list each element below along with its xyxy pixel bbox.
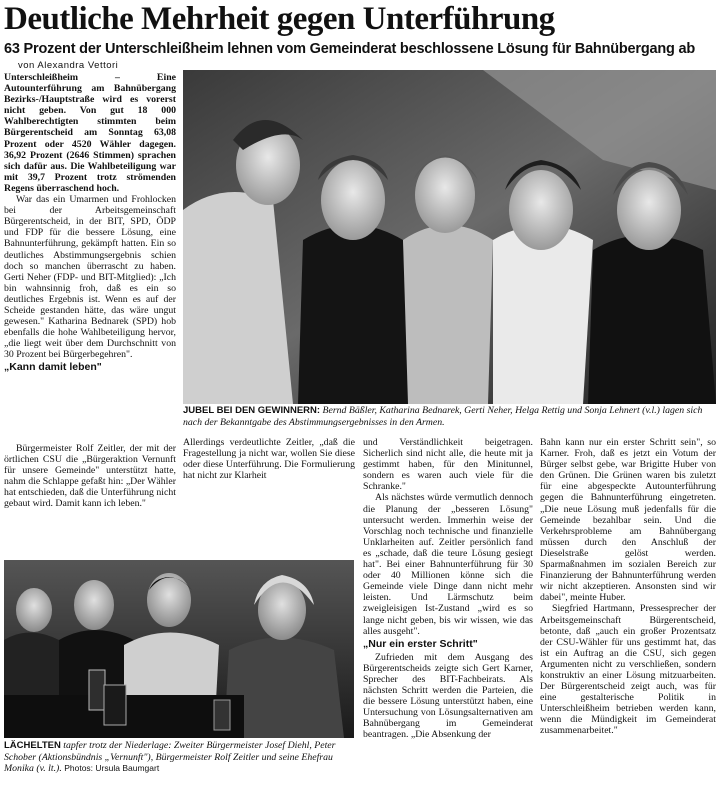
article-column-1	[4, 72, 176, 442]
body-paragraph: Allerdings verdeutlichte Zeitler, „daß die Fragestellung ja nicht war, wollen Sie diese oder diese Unterführung. Die Formulierung hat nicht zur Klarheit	[183, 437, 355, 482]
caption-text: Bernd Bäßler, Katharina Bednarek, Gerti Neher, Helga Rettig und Sonja Lehnert (v.l.) lagen sich nach der Bekanntgabe des Abstimmungsergebnisses in den Armen.	[183, 405, 703, 428]
article-column-3	[363, 437, 533, 782]
body-paragraph: und Verständlichkeit beigetragen. Sicherlich sind nicht alle, die heute mit ja gestimmt haben, für den Minitunnel, sondern es waren auch viele für die Schranke."	[363, 437, 533, 493]
body-paragraph: Als nächstes würde vermutlich dennoch die Planung der „besseren Lösung" untersucht werden. Immerhin weise der Vorschlag noch technische und finanzielle Unklarheiten auf. Zeitler persönlich fand es „schade, daß die teure Lösung gesiegt hat". Bei einer Bahnunterführung für 30 oder 40 Millionen könne sich die Gemeinde viele Dinge dann nicht mehr leisten. Und Lärmschutz beim zweigleisigen Ist-Zustand „wird es so lange nicht geben, bis wir wissen, wie das alles ausgeht".	[363, 492, 533, 637]
body-paragraph: Zufrieden mit dem Ausgang des Bürgerentscheids zeigte sich Gert Karner, Sprecher des BIT-Fachbeirats. Als nächsten Schritt werden die Parteien, die die bessere Lösung unterstützt haben, eine Untersuchung von Lösungsalternativen am Bahnübergang im Gemeinderat beantragen. „Die Absenkung der	[363, 651, 533, 741]
subheadline: 63 Prozent der Unterschleißheim lehnen vom Gemeinderat beschlossene Lösung für Bahnübergang ab	[4, 41, 696, 57]
body-paragraph: War das ein Umarmen und Frohlocken bei der Arbeitsgemeinschaft Bürgerentscheid, in der BIT, SPD, ÖDP und FDP für die bessere Lösung, eine Bahnunterführung, gekämpft hatten. Ein so deutliches Abstimmungsergebnis schien doch so manchen überrascht zu haben. Gerti Neher (FDP- und BIT-Mitglied): „Ich bin wahnsinnig froh, daß es ein so deutliches Ergebnis ist. Wenn es auf der Scheide gestanden hätte, das wäre ungut gewesen." Katharina Bednarek (SPD) hob ebenfalls die hohe Wahlbeteiligung hervor, „die liegt weit über dem Durchschnitt von 30 Prozent bei Bürgerbegehren".	[4, 194, 176, 361]
headline: Deutliche Mehrheit gegen Unterführung	[4, 1, 555, 37]
body-paragraph: Siegfried Hartmann, Pressesprecher der Arbeitsgemeinschaft Bürgerentscheid, betonte, daß „auch ein großer Prozentsatz der CSU-Wähler für uns gestimmt hat, das ist ein Auftrag an die CSU, sich gegen Argumenten nicht zu verschließen, sondern konstruktiv an einer Lösung mitzuarbeiten. Der Bürgerentscheid zeigt auch, was für eine gestalterische Politik in Unterschleißheim betrieben werden kann, wenn die Mündigkeit im Gemeinderat zusammenarbeitet."	[540, 603, 716, 737]
caption-text: tapfer trotz der Niederlage: Zweiter Bürgermeister Josef Diehl, Peter Schober (Aktionsbündnis „Vernunft"), Bürgermeister Rolf Zeitler und seine Ehefrau Monika (v. lt.).	[4, 740, 336, 774]
byline: von Alexandra Vettori	[18, 60, 119, 71]
photo-losers-caption	[4, 740, 354, 775]
caption-lead: LÄCHELTEN	[4, 740, 61, 751]
body-paragraph: Bürgermeister Rolf Zeitler, der mit der örtlichen CSU die „Bürgeraktion Vernunft für unsere Gemeinde" unterstützt hatte, nahm die Schlappe gefaßt hin: „Der Wähler hat entschieden, daß die Unterführung nicht gebaut wird. Damit kann ich leben."	[4, 443, 176, 510]
article-column-4	[540, 437, 716, 782]
lead-paragraph: Unterschleißheim – Eine Autounterführung am Bahnübergang Bezirks-/Hauptstraße wird es vorerst nicht geben. Von gut 18 000 Wahlberechtigten stimmten beim Bürgerentscheid am Sonntag 63,08 Prozent oder 4520 Wähler dagegen. 36,92 Prozent (2646 Stimmen) sprachen sich dafür aus. Die Wahlbeteiligung war mit 39,7 Prozent trotz strömenden Regens überraschend hoch.	[4, 72, 176, 194]
photo-winners-image	[183, 70, 716, 404]
subhead: „Kann damit leben"	[4, 361, 102, 374]
photo-winners	[183, 70, 716, 404]
caption-lead: JUBEL BEI DEN GEWINNERN:	[183, 405, 321, 416]
article-column-1-continued	[4, 443, 176, 533]
article-column-2	[183, 437, 355, 547]
photo-winners-caption	[183, 405, 716, 428]
photo-losers-image	[4, 560, 354, 738]
photo-losers	[4, 560, 354, 738]
photo-credit: Photos: Ursula Baumgart	[64, 763, 160, 773]
subhead: „Nur ein erster Schritt"	[363, 637, 478, 650]
body-paragraph: Bahn kann nur ein erster Schritt sein", so Karner. Froh, daß es jetzt ein Votum der Bürger selbst gebe, war Brigitte Huber von den Grünen. Die Grünen waren bis zuletzt für eine abgespeckte Autounterführung gegen die Bahnunterführung eingetreten. „Die neue Lösung muß jedenfalls für die Gemeinde bezahlbar sein. Und die Verkehrsprobleme am Bahnübergang müssen durch den Anschluß der Dieselstraße gelöst werden. Sparmaßnahmen im sozialen Bereich zur Finanzierung der Bahnunterführung werden wir nicht akzeptieren. Ansonsten sind wir dabei", meinte Huber.	[540, 437, 716, 604]
